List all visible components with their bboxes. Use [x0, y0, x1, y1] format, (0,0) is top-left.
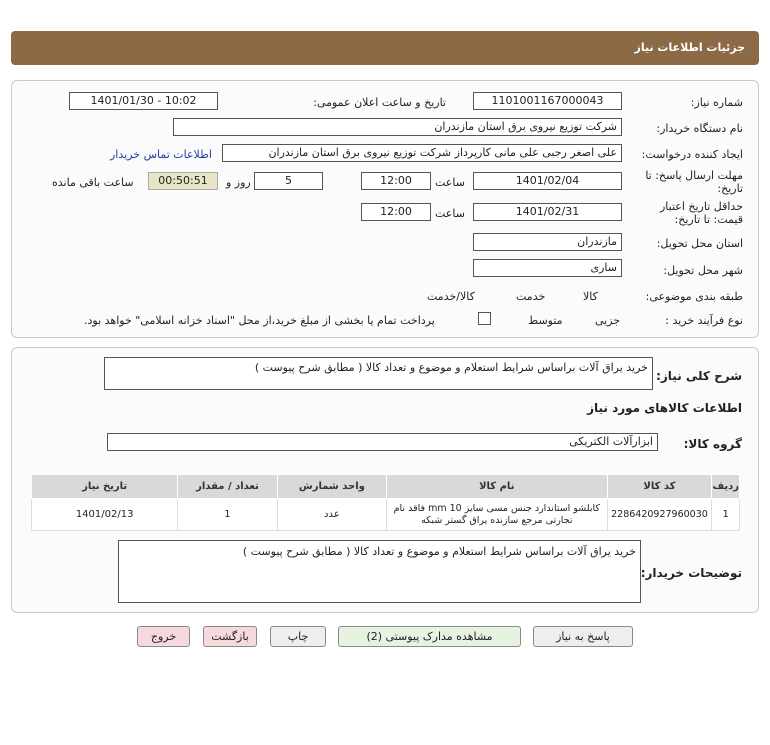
process-option-minor: جزیی	[595, 314, 621, 327]
goods-group-field: ابزارآلات الکتریکی	[107, 433, 658, 451]
deadline-label-2: تاریخ:	[717, 182, 743, 195]
process-label: نوع فرآیند خرید :	[665, 314, 743, 327]
buyer-contact-link[interactable]: اطلاعات تماس خریدار	[110, 148, 212, 161]
goods-info-title: اطلاعات کالاهای مورد نیاز	[587, 401, 742, 415]
treasury-payment-note: پرداخت تمام یا بخشی از مبلغ خرید،از محل "اسناد خزانه اسلامی" خواهد بود.	[84, 314, 435, 327]
print-button[interactable]: چاپ	[270, 626, 326, 647]
province-field: مازندران	[473, 233, 622, 251]
deadline-label-1: مهلت ارسال پاسخ: تا	[645, 169, 743, 182]
deadline-time-label: ساعت	[435, 176, 465, 189]
city-field: ساری	[473, 259, 622, 277]
buyer-notes-label: توضیحات خریدار:	[640, 566, 742, 580]
validity-time-label: ساعت	[435, 207, 465, 220]
col-header-quantity: تعداد / مقدار	[178, 475, 277, 499]
need-number-label: شماره نیاز:	[690, 96, 743, 109]
validity-date-field: 1401/02/31	[473, 203, 622, 221]
general-desc-label: شرح کلی نیاز:	[656, 369, 742, 383]
province-label: استان محل تحویل:	[656, 237, 743, 250]
col-header-row-number: ردیف	[712, 475, 740, 499]
cell-code: 2286420927960030	[607, 499, 712, 531]
days-field: 5	[254, 172, 323, 190]
cell-unit: عدد	[277, 499, 386, 531]
exit-button[interactable]: خروج	[137, 626, 190, 647]
view-attachments-button[interactable]: مشاهده مدارک پیوستی (2)	[338, 626, 521, 647]
col-header-unit: واحد شمارش	[277, 475, 386, 499]
announce-datetime-field: 1401/01/30 - 10:02	[69, 92, 218, 110]
buyer-org-field: شرکت توزیع نیروی برق استان مازندران	[173, 118, 622, 136]
deadline-date-field: 1401/02/04	[473, 172, 622, 190]
validity-label-1: حداقل تاریخ اعتبار	[659, 200, 743, 213]
category-option-service: خدمت	[516, 290, 546, 303]
goods-table-header-row	[32, 475, 740, 499]
remaining-time-label: ساعت باقی مانده	[52, 176, 134, 189]
announce-datetime-label: تاریخ و ساعت اعلان عمومی:	[313, 96, 446, 109]
need-number-field: 1101001167000043	[473, 92, 622, 110]
remaining-time-field: 00:50:51	[148, 172, 218, 190]
table-row	[32, 499, 740, 531]
back-button[interactable]: بازگشت	[203, 626, 257, 647]
deadline-time-field: 12:00	[361, 172, 431, 190]
creator-field: علی اصغر رجبی علی مانی کارپرداز شرکت توزیع نیروی برق استان مازندران	[222, 144, 622, 162]
col-header-code: کد کالا	[607, 475, 712, 499]
category-option-goods-service: کالا/خدمت	[427, 290, 475, 303]
cell-row-number: 1	[712, 499, 740, 531]
cell-name: کابلشو استاندارد جنس مسی سایز mm 10 فاقد نام تجارتی مرجع سازنده یراق گستر شبکه	[387, 499, 607, 531]
goods-group-label: گروه کالا:	[683, 437, 742, 451]
general-desc-field: خرید یراق آلات براساس شرایط استعلام و موضوع و تعداد کالا ( مطابق شرح پیوست )	[104, 357, 653, 390]
goods-table	[31, 474, 740, 531]
category-label: طبقه بندی موضوعی:	[645, 290, 743, 303]
city-label: شهر محل تحویل:	[663, 264, 743, 277]
col-header-date: تاریخ نیاز	[32, 475, 178, 499]
validity-label-2: قیمت: تا تاریخ:	[674, 213, 743, 226]
page-title: جزئیات اطلاعات نیاز	[634, 41, 745, 54]
process-option-medium: متوسط	[528, 314, 563, 327]
creator-label: ایجاد کننده درخواست:	[641, 148, 743, 161]
cell-date: 1401/02/13	[32, 499, 178, 531]
cell-quantity: 1	[178, 499, 277, 531]
buyer-org-label: نام دستگاه خریدار:	[656, 122, 743, 135]
days-label: روز و	[226, 176, 251, 189]
col-header-name: نام کالا	[387, 475, 607, 499]
treasury-payment-checkbox[interactable]	[478, 312, 491, 325]
reply-button[interactable]: پاسخ به نیاز	[533, 626, 633, 647]
page-header	[11, 31, 759, 65]
buyer-notes-field: خرید یراق آلات براساس شرایط استعلام و موضوع و تعداد کالا ( مطابق شرح پیوست )	[118, 540, 641, 603]
validity-time-field: 12:00	[361, 203, 431, 221]
category-option-goods: کالا	[583, 290, 598, 303]
